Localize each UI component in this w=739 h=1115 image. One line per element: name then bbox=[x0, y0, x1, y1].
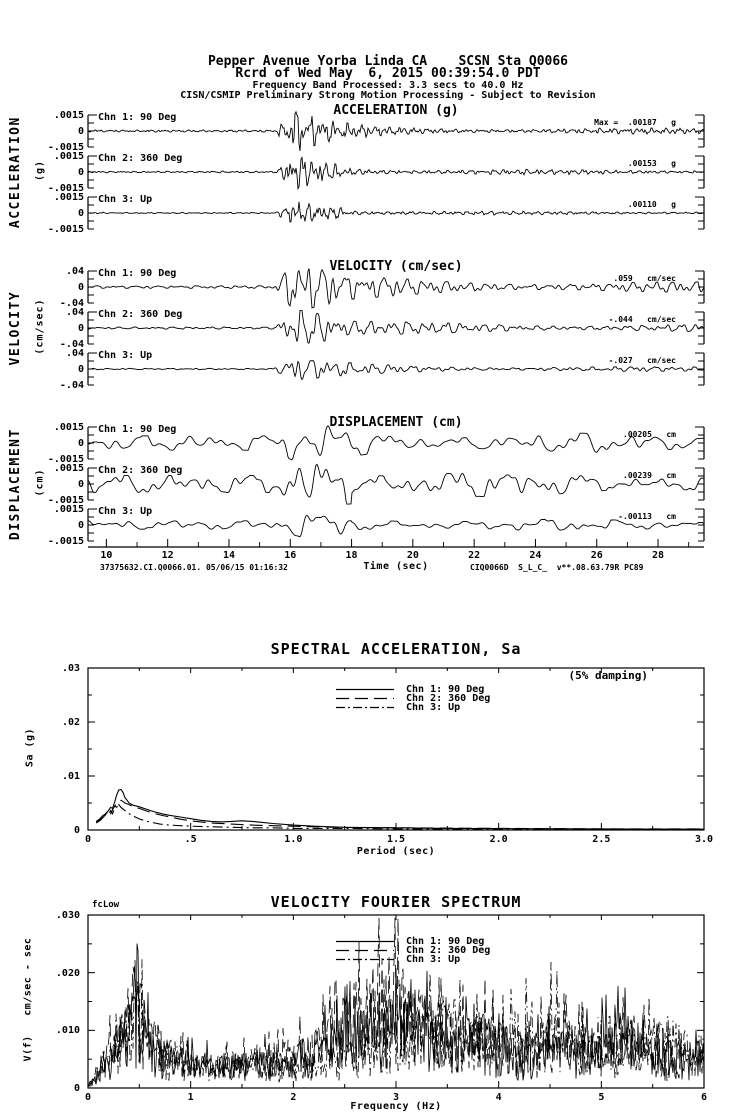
time-axis-tick-label: 28 bbox=[651, 550, 665, 561]
vf-xaxis-tick-label: 1 bbox=[187, 1092, 194, 1103]
side-units-velocity: (cm/sec) bbox=[34, 298, 46, 355]
vf-legend-label-chn1: Chn 1: 90 Deg bbox=[406, 935, 485, 947]
vf-xaxis-tick-label: 6 bbox=[700, 1092, 708, 1103]
yaxis-scale-label: 0 bbox=[77, 364, 84, 375]
footer-record-id: 37375632.CI.Q0066.01. 05/06/15 01:16:32 bbox=[100, 563, 288, 572]
time-axis-tick-label: 26 bbox=[590, 550, 603, 561]
sa-xaxis-tick-label: 1.0 bbox=[284, 834, 303, 845]
yaxis-scale-label: 0 bbox=[77, 208, 84, 219]
yaxis-scale-label: .0015 bbox=[53, 504, 84, 515]
yaxis-scale-label: .0015 bbox=[53, 110, 84, 121]
vf-xaxis-label: Frequency (Hz) bbox=[350, 1101, 442, 1112]
vf-xaxis-tick-label: 0 bbox=[84, 1092, 92, 1103]
vf-legend-label-chn2: Chn 2: 360 Deg bbox=[406, 944, 491, 956]
yaxis-scale-label: -.04 bbox=[59, 339, 84, 350]
vf-title: VELOCITY FOURIER SPECTRUM bbox=[270, 893, 522, 911]
yaxis-scale-label: .0015 bbox=[53, 151, 84, 162]
max-value-label: .00239 cm bbox=[623, 471, 676, 480]
vf-xaxis-tick-label: 2 bbox=[290, 1092, 297, 1103]
header-record-time-line: Rcrd of Wed May 6, 2015 00:39:54.0 PDT bbox=[235, 66, 541, 81]
max-value-label: .059 cm/sec bbox=[613, 274, 676, 283]
fc-low-marker: fcLow bbox=[92, 900, 120, 910]
time-axis-tick-label: 22 bbox=[468, 550, 481, 561]
channel-label: Chn 3: Up bbox=[98, 194, 153, 205]
yaxis-scale-label: 0 bbox=[77, 126, 84, 137]
sa-yaxis-tick-label: .02 bbox=[61, 717, 80, 728]
time-axis-tick-label: 20 bbox=[406, 550, 419, 561]
legend-line-dash-dot-icon bbox=[336, 955, 394, 964]
yaxis-scale-label: -.0015 bbox=[47, 454, 84, 465]
yaxis-scale-label: -.0015 bbox=[47, 224, 84, 235]
yaxis-scale-label: 0 bbox=[77, 282, 84, 293]
max-value-label: -.00113 cm bbox=[618, 512, 676, 521]
max-value-label: -.044 cm/sec bbox=[608, 315, 676, 324]
vf-yaxis-tick-label: .010 bbox=[55, 1025, 80, 1037]
sa-legend-label-chn3: Chn 3: Up bbox=[406, 701, 461, 713]
max-value-label: .00205 cm bbox=[623, 430, 676, 439]
sa-yaxis-label: Sa (g) bbox=[24, 727, 36, 768]
max-value-label: .00153 g bbox=[627, 159, 676, 168]
channel-label: Chn 3: Up bbox=[98, 350, 153, 361]
header-disclaimer-line: CISN/CSMIP Preliminary Strong Motion Processing - Subject to Revision bbox=[180, 90, 596, 101]
sa-xaxis-tick-label: 0 bbox=[84, 834, 92, 845]
yaxis-scale-label: -.0015 bbox=[47, 183, 84, 194]
sa-xaxis-tick-label: 2.5 bbox=[592, 834, 611, 845]
time-axis-tick-label: 16 bbox=[284, 550, 297, 561]
sa-title: SPECTRAL ACCELERATION, Sa bbox=[270, 640, 522, 658]
channel-label: Chn 2: 360 Deg bbox=[98, 465, 183, 476]
sa-xaxis-tick-label: .5 bbox=[184, 834, 197, 845]
side-label-acceleration: ACCELERATION bbox=[7, 116, 23, 229]
channel-label: Chn 1: 90 Deg bbox=[98, 112, 177, 123]
yaxis-scale-label: -.04 bbox=[59, 298, 84, 309]
vf-legend-label-chn3: Chn 3: Up bbox=[406, 953, 461, 965]
sa-damping-annotation: (5% damping) bbox=[568, 669, 648, 682]
sa-xaxis-tick-label: 3.0 bbox=[694, 834, 714, 845]
max-value-label: .00110 g bbox=[627, 200, 676, 209]
vf-yaxis-label: V(f) cm/sec - sec bbox=[22, 937, 34, 1062]
vf-legend-row-chn3 bbox=[336, 954, 460, 964]
yaxis-scale-label: 0 bbox=[77, 520, 84, 531]
yaxis-scale-label: -.04 bbox=[59, 380, 84, 391]
yaxis-scale-label: -.0015 bbox=[47, 495, 84, 506]
vf-yaxis-tick-label: .030 bbox=[55, 910, 80, 921]
side-label-velocity: VELOCITY bbox=[7, 290, 23, 366]
sa-yaxis-tick-label: .01 bbox=[61, 771, 80, 782]
yaxis-scale-label: .04 bbox=[65, 266, 84, 277]
yaxis-scale-label: .04 bbox=[65, 348, 84, 359]
vf-yaxis-tick-label: 0 bbox=[73, 1083, 80, 1094]
side-label-displacement: DISPLACEMENT bbox=[7, 428, 23, 541]
yaxis-scale-label: .0015 bbox=[53, 422, 84, 433]
panel-title-displacement: DISPLACEMENT (cm) bbox=[329, 415, 463, 430]
footer-processing-id: CIQ0066D S_L_C_ v**.08.63.79R PC89 bbox=[470, 563, 644, 572]
vf-yaxis-tick-label: .020 bbox=[55, 967, 80, 979]
sa-legend-row-chn3 bbox=[336, 702, 460, 712]
sa-legend-label-chn1: Chn 1: 90 Deg bbox=[406, 683, 485, 695]
vf-xaxis-tick-label: 4 bbox=[495, 1092, 502, 1103]
channel-label: Chn 1: 90 Deg bbox=[98, 268, 177, 279]
yaxis-scale-label: 0 bbox=[77, 438, 84, 449]
sa-yaxis-tick-label: .03 bbox=[61, 663, 80, 674]
panel-title-velocity: VELOCITY (cm/sec) bbox=[329, 259, 463, 274]
sa-legend-label-chn2: Chn 2: 360 Deg bbox=[406, 692, 491, 704]
max-value-label: Max = .00187 g bbox=[594, 118, 676, 127]
header-station-line: Pepper Avenue Yorba Linda CA SCSN Sta Q0066 bbox=[207, 54, 569, 69]
yaxis-scale-label: .0015 bbox=[53, 192, 84, 203]
yaxis-scale-label: 0 bbox=[77, 167, 84, 178]
side-units-displacement: (cm) bbox=[34, 468, 46, 497]
max-value-label: -.027 cm/sec bbox=[608, 356, 676, 365]
vf-xaxis-tick-label: 3 bbox=[392, 1092, 400, 1103]
header-frequency-band-line: Frequency Band Processed: 3.3 secs to 40.0 Hz bbox=[252, 80, 524, 91]
channel-label: Chn 3: Up bbox=[98, 506, 153, 517]
legend-line-dash-dot-icon bbox=[336, 703, 394, 712]
yaxis-scale-label: -.0015 bbox=[47, 142, 84, 153]
time-axis-tick-label: 24 bbox=[529, 550, 542, 561]
yaxis-scale-label: 0 bbox=[77, 479, 84, 490]
yaxis-scale-label: .0015 bbox=[53, 463, 84, 474]
panel-title-acceleration: ACCELERATION (g) bbox=[333, 103, 459, 118]
time-axis-label: Time (sec) bbox=[363, 561, 429, 572]
sa-yaxis-tick-label: 0 bbox=[73, 825, 80, 836]
vf-xaxis-tick-label: 5 bbox=[598, 1092, 605, 1103]
time-axis-tick-label: 10 bbox=[100, 550, 113, 561]
time-axis-tick-label: 14 bbox=[222, 550, 235, 561]
channel-label: Chn 2: 360 Deg bbox=[98, 309, 183, 320]
channel-label: Chn 1: 90 Deg bbox=[98, 424, 177, 435]
sa-xaxis-tick-label: 2.0 bbox=[489, 834, 508, 845]
yaxis-scale-label: 0 bbox=[77, 323, 84, 334]
sa-xaxis-tick-label: 1.5 bbox=[386, 834, 406, 845]
side-units-acceleration: (g) bbox=[34, 159, 46, 182]
sa-xaxis-label: Period (sec) bbox=[356, 846, 436, 857]
yaxis-scale-label: .04 bbox=[65, 307, 84, 318]
yaxis-scale-label: -.0015 bbox=[47, 536, 84, 547]
time-axis-tick-label: 12 bbox=[161, 550, 174, 561]
time-axis-tick-label: 18 bbox=[345, 550, 358, 561]
channel-label: Chn 2: 360 Deg bbox=[98, 153, 183, 164]
